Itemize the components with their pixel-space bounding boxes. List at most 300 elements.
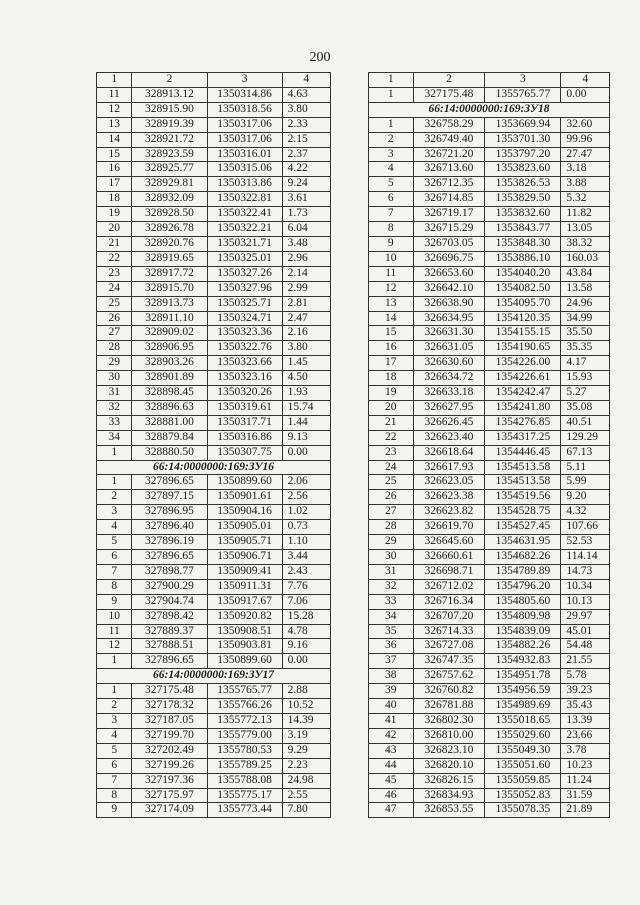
point-number: 12 [97,102,132,117]
y-coordinate: 1354796.20 [485,579,561,594]
x-coordinate: 327889.37 [132,624,207,639]
table-row [97,654,331,669]
table-row [97,400,331,415]
table-row [97,535,331,550]
point-number: 31 [369,564,414,579]
distance: 114.14 [561,550,610,565]
x-coordinate: 326714.33 [413,624,485,639]
point-number: 1 [369,117,414,132]
x-coordinate: 326747.35 [413,654,485,669]
point-number: 35 [369,624,414,639]
distance: 107.66 [561,520,610,535]
y-coordinate: 1350327.96 [207,281,282,296]
table-row [369,713,610,728]
section-heading: 66:14:0000000:169:ЗУ16 [97,460,331,475]
x-coordinate: 328920.76 [132,236,207,251]
distance: 1.73 [282,207,330,222]
x-coordinate: 326618.64 [413,445,485,460]
point-number: 10 [369,251,414,266]
table-row [97,147,331,162]
table-row [369,773,610,788]
x-coordinate: 326633.18 [413,386,485,401]
x-coordinate: 327896.65 [132,475,207,490]
x-coordinate: 326623.05 [413,475,485,490]
x-coordinate: 328911.10 [132,311,207,326]
y-coordinate: 1355788.08 [207,773,282,788]
distance: 1.44 [282,415,330,430]
point-number: 2 [97,699,132,714]
distance: 2.23 [282,758,330,773]
distance: 10.52 [282,699,330,714]
point-number: 16 [97,162,132,177]
point-number: 6 [369,192,414,207]
x-coordinate: 327898.42 [132,609,207,624]
y-coordinate: 1354190.65 [485,341,561,356]
table-row [369,490,610,505]
y-coordinate: 1354789.89 [485,564,561,579]
x-coordinate: 327175.97 [132,788,207,803]
distance: 7.80 [282,803,330,818]
x-coordinate: 327202.49 [132,743,207,758]
y-coordinate: 1353886.10 [485,251,561,266]
distance: 2.15 [282,132,330,147]
point-number: 32 [97,400,132,415]
point-number: 36 [369,639,414,654]
distance: 15.28 [282,609,330,624]
distance: 5.99 [561,475,610,490]
y-coordinate: 1354155.15 [485,326,561,341]
distance: 2.99 [282,281,330,296]
table-row [369,87,610,102]
point-number: 8 [97,788,132,803]
distance: 10.13 [561,594,610,609]
point-number: 11 [97,87,132,102]
y-coordinate: 1355029.60 [485,728,561,743]
table-row [97,445,331,460]
table-row [369,251,610,266]
y-coordinate: 1350322.21 [207,222,282,237]
y-coordinate: 1353826.53 [485,177,561,192]
x-coordinate: 326634.95 [413,311,485,326]
x-coordinate: 328906.95 [132,341,207,356]
table-row [97,713,331,728]
y-coordinate: 1354082.50 [485,281,561,296]
distance: 4.32 [561,505,610,520]
y-coordinate: 1354120.35 [485,311,561,326]
y-coordinate: 1355018.65 [485,713,561,728]
distance: 52.53 [561,535,610,550]
distance: 35.43 [561,699,610,714]
x-coordinate: 327896.95 [132,505,207,520]
distance: 3.48 [282,236,330,251]
y-coordinate: 1353701.30 [485,132,561,147]
point-number: 8 [97,579,132,594]
point-number: 38 [369,669,414,684]
table-row [369,609,610,624]
column-header: 1 [369,73,414,88]
y-coordinate: 1350315.06 [207,162,282,177]
point-number: 7 [97,773,132,788]
x-coordinate: 326757.62 [413,669,485,684]
x-coordinate: 327896.19 [132,535,207,550]
point-number: 3 [97,713,132,728]
distance: 14.73 [561,564,610,579]
point-number: 3 [97,505,132,520]
column-header: 1 [97,73,132,88]
distance: 35.35 [561,341,610,356]
section-heading-row [97,460,331,475]
x-coordinate: 326826.15 [413,773,485,788]
point-number: 34 [97,430,132,445]
x-coordinate: 326653.60 [413,266,485,281]
point-number: 44 [369,758,414,773]
column-header: 4 [561,73,610,88]
point-number: 46 [369,788,414,803]
point-number: 20 [97,222,132,237]
table-row [97,550,331,565]
y-coordinate: 1354956.59 [485,684,561,699]
point-number: 34 [369,609,414,624]
y-coordinate: 1350322.81 [207,192,282,207]
table-row [97,311,331,326]
table-row [97,386,331,401]
table-row [97,102,331,117]
section-heading: 66:14:0000000:169:ЗУ17 [97,669,331,684]
y-coordinate: 1354932.83 [485,654,561,669]
y-coordinate: 1350323.66 [207,356,282,371]
x-coordinate: 327187.05 [132,713,207,728]
table-row [369,400,610,415]
table-row [369,758,610,773]
point-number: 32 [369,579,414,594]
table-row [369,415,610,430]
point-number: 33 [369,594,414,609]
x-coordinate: 326820.10 [413,758,485,773]
y-coordinate: 1353829.50 [485,192,561,207]
distance: 2.55 [282,788,330,803]
y-coordinate: 1350908.51 [207,624,282,639]
x-coordinate: 326631.05 [413,341,485,356]
x-coordinate: 328913.12 [132,87,207,102]
distance: 1.02 [282,505,330,520]
y-coordinate: 1355059.85 [485,773,561,788]
y-coordinate: 1350901.61 [207,490,282,505]
point-number: 18 [97,192,132,207]
distance: 2.47 [282,311,330,326]
distance: 15.74 [282,400,330,415]
table-row [97,773,331,788]
distance: 31.59 [561,788,610,803]
table-row [369,594,610,609]
y-coordinate: 1353843.77 [485,222,561,237]
distance: 24.98 [282,773,330,788]
point-number: 1 [97,684,132,699]
x-coordinate: 328928.50 [132,207,207,222]
distance: 2.06 [282,475,330,490]
x-coordinate: 326712.35 [413,177,485,192]
table-row [97,788,331,803]
table-row [369,445,610,460]
table-row [97,251,331,266]
y-coordinate: 1354989.69 [485,699,561,714]
y-coordinate: 1355078.35 [485,803,561,818]
y-coordinate: 1353823.60 [485,162,561,177]
table-row [97,87,331,102]
distance: 3.18 [561,162,610,177]
x-coordinate: 326834.93 [413,788,485,803]
distance: 0.73 [282,520,330,535]
distance: 7.76 [282,579,330,594]
x-coordinate: 328915.90 [132,102,207,117]
point-number: 22 [369,430,414,445]
x-coordinate: 327174.09 [132,803,207,818]
table-row [369,550,610,565]
distance: 40.51 [561,415,610,430]
column-header: 4 [282,73,330,88]
section-heading-row [369,102,610,117]
table-row [97,430,331,445]
distance: 1.45 [282,356,330,371]
distance: 21.55 [561,654,610,669]
x-coordinate: 326707.20 [413,609,485,624]
y-coordinate: 1350905.01 [207,520,282,535]
table-row [97,728,331,743]
y-coordinate: 1350906.71 [207,550,282,565]
distance: 13.39 [561,713,610,728]
y-coordinate: 1350920.82 [207,609,282,624]
x-coordinate: 327197.36 [132,773,207,788]
distance: 2.56 [282,490,330,505]
distance: 2.33 [282,117,330,132]
table-row [97,505,331,520]
x-coordinate: 328880.50 [132,445,207,460]
point-number: 14 [369,311,414,326]
y-coordinate: 1354513.58 [485,475,561,490]
x-coordinate: 326623.40 [413,430,485,445]
distance: 10.23 [561,758,610,773]
table-row [97,371,331,386]
table-row [97,117,331,132]
table-row [97,639,331,654]
point-number: 10 [97,609,132,624]
x-coordinate: 326623.38 [413,490,485,505]
x-coordinate: 326660.61 [413,550,485,565]
point-number: 25 [97,296,132,311]
x-coordinate: 328915.70 [132,281,207,296]
table-row [369,311,610,326]
point-number: 9 [97,594,132,609]
table-row [369,192,610,207]
point-number: 30 [97,371,132,386]
x-coordinate: 328932.09 [132,192,207,207]
distance: 9.16 [282,639,330,654]
y-coordinate: 1350316.01 [207,147,282,162]
distance: 5.32 [561,192,610,207]
point-number: 26 [97,311,132,326]
x-coordinate: 326758.29 [413,117,485,132]
table-row [369,222,610,237]
distance: 0.00 [282,654,330,669]
x-coordinate: 328919.65 [132,251,207,266]
point-number: 13 [369,296,414,311]
table-row [97,520,331,535]
table-row [97,579,331,594]
table-row [369,669,610,684]
distance: 38.32 [561,236,610,251]
x-coordinate: 326749.40 [413,132,485,147]
x-coordinate: 326721.20 [413,147,485,162]
x-coordinate: 326715.29 [413,222,485,237]
table-row [97,236,331,251]
point-number: 15 [97,147,132,162]
distance: 4.78 [282,624,330,639]
table-row [369,371,610,386]
distance: 0.00 [282,445,330,460]
y-coordinate: 1350322.41 [207,207,282,222]
table-row [369,177,610,192]
y-coordinate: 1350314.86 [207,87,282,102]
point-number: 11 [369,266,414,281]
distance: 1.93 [282,386,330,401]
point-number: 23 [369,445,414,460]
distance: 2.81 [282,296,330,311]
table-row [369,281,610,296]
point-number: 28 [369,520,414,535]
y-coordinate: 1354882.26 [485,639,561,654]
point-number: 17 [97,177,132,192]
x-coordinate: 327896.65 [132,654,207,669]
distance: 3.19 [282,728,330,743]
y-coordinate: 1354226.61 [485,371,561,386]
y-coordinate: 1354809.98 [485,609,561,624]
distance: 2.14 [282,266,330,281]
point-number: 8 [369,222,414,237]
y-coordinate: 1354631.95 [485,535,561,550]
point-number: 4 [369,162,414,177]
point-number: 12 [369,281,414,296]
table-row [97,132,331,147]
distance: 34.99 [561,311,610,326]
point-number: 39 [369,684,414,699]
distance: 39.23 [561,684,610,699]
distance: 1.10 [282,535,330,550]
table-row [369,654,610,669]
column-header: 3 [207,73,282,88]
distance: 5.27 [561,386,610,401]
y-coordinate: 1354805.60 [485,594,561,609]
y-coordinate: 1350323.36 [207,326,282,341]
y-coordinate: 1350904.16 [207,505,282,520]
x-coordinate: 326703.05 [413,236,485,251]
table-row [369,207,610,222]
point-number: 7 [97,564,132,579]
point-number: 27 [97,326,132,341]
y-coordinate: 1354317.25 [485,430,561,445]
point-number: 41 [369,713,414,728]
point-number: 42 [369,728,414,743]
table-row [369,266,610,281]
y-coordinate: 1354095.70 [485,296,561,311]
point-number: 24 [97,281,132,296]
table-row [97,296,331,311]
table-row [97,564,331,579]
distance: 27.47 [561,147,610,162]
table-row [97,699,331,714]
distance: 14.39 [282,713,330,728]
y-coordinate: 1350327.26 [207,266,282,281]
table-row [97,177,331,192]
distance: 7.06 [282,594,330,609]
point-number: 37 [369,654,414,669]
distance: 2.96 [282,251,330,266]
distance: 35.50 [561,326,610,341]
y-coordinate: 1355765.77 [485,87,561,102]
x-coordinate: 327896.65 [132,550,207,565]
y-coordinate: 1350317.71 [207,415,282,430]
point-number: 1 [97,445,132,460]
point-number: 2 [97,490,132,505]
table-row [97,758,331,773]
x-coordinate: 328929.81 [132,177,207,192]
distance: 3.80 [282,102,330,117]
y-coordinate: 1350905.71 [207,535,282,550]
point-number: 16 [369,341,414,356]
point-number: 40 [369,699,414,714]
y-coordinate: 1355775.17 [207,788,282,803]
y-coordinate: 1350909.41 [207,564,282,579]
distance: 9.13 [282,430,330,445]
distance: 15.93 [561,371,610,386]
distance: 3.44 [282,550,330,565]
y-coordinate: 1355052.83 [485,788,561,803]
y-coordinate: 1354242.47 [485,386,561,401]
table-row [97,266,331,281]
x-coordinate: 328923.59 [132,147,207,162]
x-coordinate: 328919.39 [132,117,207,132]
table-row [369,356,610,371]
y-coordinate: 1350325.71 [207,296,282,311]
point-number: 4 [97,728,132,743]
y-coordinate: 1350324.71 [207,311,282,326]
point-number: 20 [369,400,414,415]
point-number: 43 [369,743,414,758]
table-row [369,162,610,177]
point-number: 19 [369,386,414,401]
distance: 24.96 [561,296,610,311]
y-coordinate: 1354040.20 [485,266,561,281]
point-number: 12 [97,639,132,654]
table-row [369,460,610,475]
distance: 3.61 [282,192,330,207]
x-coordinate: 328925.77 [132,162,207,177]
point-number: 29 [369,535,414,550]
page-number: 200 [309,50,331,65]
y-coordinate: 1350313.86 [207,177,282,192]
x-coordinate: 326810.00 [413,728,485,743]
table-row [369,475,610,490]
y-coordinate: 1354527.45 [485,520,561,535]
distance: 160.03 [561,251,610,266]
distance: 54.48 [561,639,610,654]
distance: 5.11 [561,460,610,475]
point-number: 2 [369,132,414,147]
y-coordinate: 1350911.31 [207,579,282,594]
distance: 13.05 [561,222,610,237]
y-coordinate: 1350307.75 [207,445,282,460]
distance: 2.43 [282,564,330,579]
table-row [369,341,610,356]
x-coordinate: 326713.60 [413,162,485,177]
